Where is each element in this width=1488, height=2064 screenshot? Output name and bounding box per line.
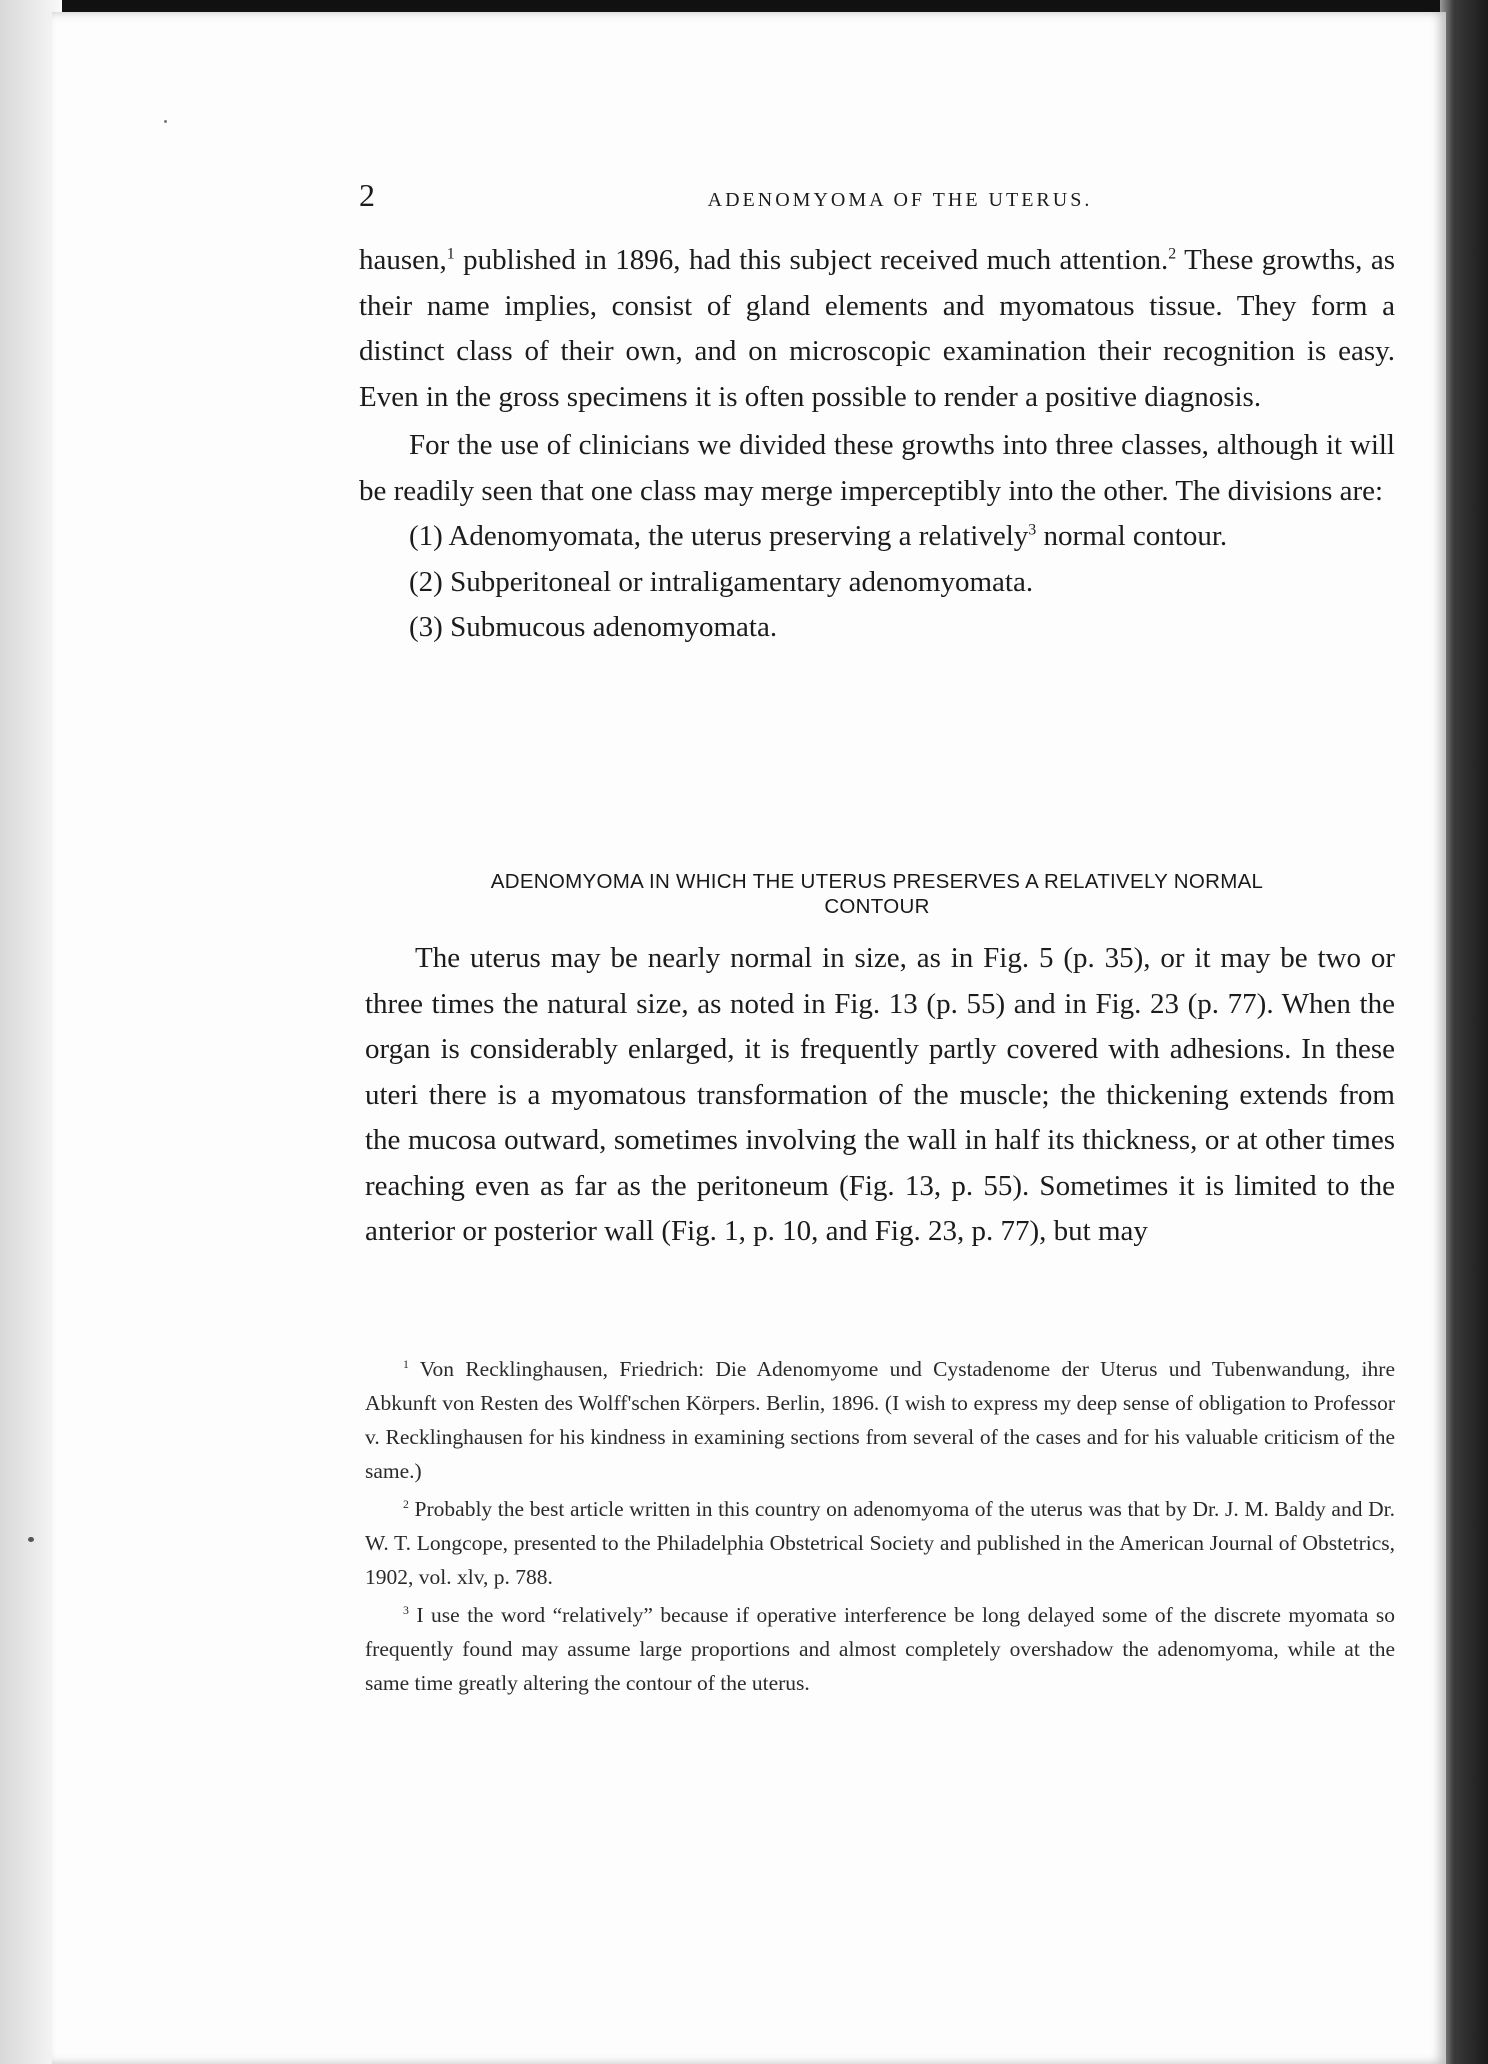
intro-paragraph xyxy=(359,238,1395,420)
footnote-1 xyxy=(365,1352,1395,1488)
footnote-ref: 2 xyxy=(1168,245,1177,263)
footnote-text: Von Recklinghausen, Friedrich: Die Adenomyome und Cystadenome der Uterus und Tubenwandung, ihre Abkunft von Resten des Wolff'schen Körpers. Berlin, 1896. (I wish to express my deep sense of obligation to Professor v. Recklinghausen for his kindness in examining sections from several of the cases and for his valuable criticism of the same.) xyxy=(365,1357,1395,1483)
intro-text xyxy=(359,238,1395,651)
text-run: hausen, xyxy=(359,244,447,276)
page-number: 2 xyxy=(359,177,375,213)
running-head-title: ADENOMYOMA OF THE UTERUS. xyxy=(707,189,1093,211)
section-heading-line: ADENOMYOMA IN WHICH THE UTERUS PRESERVES A RELATIVELY NORMAL xyxy=(490,870,1264,893)
division-item-2: (2) Subperitoneal or intraligamentary adenomyomata. xyxy=(409,565,1034,598)
division-item-1 xyxy=(359,514,1395,560)
text-run: These growths, as their name implies, consist of gland elements and myomatous tissue. They form a distinct class of their own, and on microscopic examination their recognition is easy. Even in the gross specimens it is often possible to render a positive diagnosis. xyxy=(359,244,1395,413)
book-page xyxy=(52,12,1446,2064)
footnote-2 xyxy=(365,1492,1395,1594)
scan-speck xyxy=(164,120,167,123)
section-heading xyxy=(359,869,1395,919)
footnote-ref: 3 xyxy=(1028,521,1037,539)
footnote-ref: 1 xyxy=(446,245,455,263)
footnote-mark: 2 xyxy=(403,1496,409,1511)
text-run: published in 1896, had this subject received much attention. xyxy=(454,244,1169,276)
division-item-3: (3) Submucous adenomyomata. xyxy=(409,611,778,643)
footnote-mark: 3 xyxy=(403,1602,409,1617)
footnote-mark: 1 xyxy=(403,1356,409,1371)
footnote-text: Probably the best article written in this country on adenomyoma of the uterus was that by Dr. J. M. Baldy and Dr. W. T. Longcope, presented to the Philadelphia Obstetrical Society and published in the American Journal of Obstetrics, 1902, vol. xlv, p. 788. xyxy=(365,1497,1395,1589)
footnotes xyxy=(365,1352,1395,1704)
section-heading-line: CONTOUR xyxy=(824,895,930,918)
section-body xyxy=(365,936,1395,1255)
text-run: (1) Adenomyomata, the uterus preserving a relatively xyxy=(409,520,1029,552)
footnote-text: I use the word “relatively” because if operative interference be long delayed some of the discrete myomata so frequently found may assume large proportions and almost completely overshadow the adenomyoma, while at the same time greatly altering the contour of the uterus. xyxy=(365,1603,1395,1695)
classes-paragraph: For the use of clinicians we divided these growths into three classes, although it will be readily seen that one class may merge imperceptibly into the other. The divisions are: xyxy=(359,429,1395,507)
scan-border-right xyxy=(1440,0,1488,2064)
footnote-3 xyxy=(365,1598,1395,1700)
scan-speck xyxy=(28,1537,34,1542)
section-paragraph: The uterus may be nearly normal in size, as in Fig. 5 (p. 35), or it may be two or three times the natural size, as noted in Fig. 13 (p. 55) and in Fig. 23 (p. 77). When the organ is considerably enlarged, it is frequently partly covered with adhesions. In these uteri there is a myomatous transformation of the muscle; the thickening extends from the mucosa outward, sometimes involving the wall in half its thickness, or at other times reaching even as far as the peritoneum (Fig. 13, p. 55). Sometimes it is limited to the anterior or posterior wall (Fig. 1, p. 10, and Fig. 23, p. 77), but may xyxy=(365,942,1395,1247)
running-head xyxy=(359,177,1395,217)
text-run: normal contour. xyxy=(1036,520,1228,552)
